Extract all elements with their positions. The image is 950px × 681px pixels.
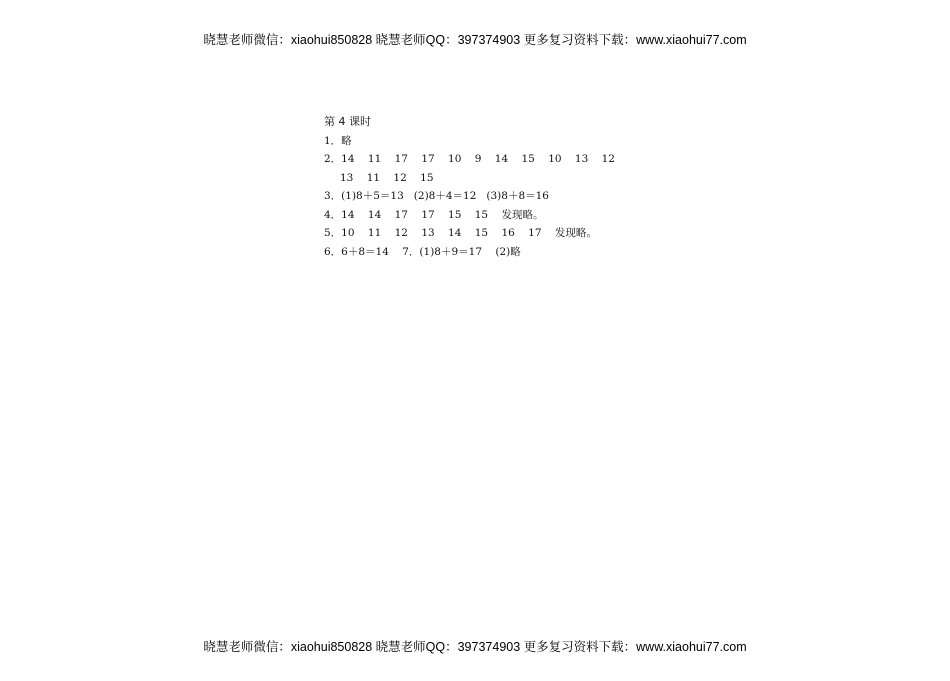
lesson-title: 第 4 课时 [324,115,371,128]
answer-line-6: 6．6＋8＝14 7．(1)8＋9＝17 (2)略 [324,245,521,258]
answer-line-2-continued: 13 11 12 15 [340,171,434,184]
answer-line-3: 3．(1)8＋5＝13 (2)8＋4＝12 (3)8＋8＝16 [324,190,549,202]
answer-line-1: 1．略 [324,134,352,147]
answer-section [324,113,615,261]
watermark-header: 晓慧老师微信：xiaohui850828 晓慧老师QQ：397374903 更多复习资料下载：www.xiaohui77.com [203,33,747,47]
answer-line-2: 2．14 11 17 17 10 9 14 15 10 13 12 [324,153,615,165]
watermark-footer: 晓慧老师微信：xiaohui850828 晓慧老师QQ：397374903 更多复习资料下载：www.xiaohui77.com [203,640,747,654]
answer-line-5: 5．10 11 12 13 14 15 16 17 发现略。 [324,227,597,239]
answer-line-4: 4．14 14 17 17 15 15 发现略。 [324,208,544,221]
